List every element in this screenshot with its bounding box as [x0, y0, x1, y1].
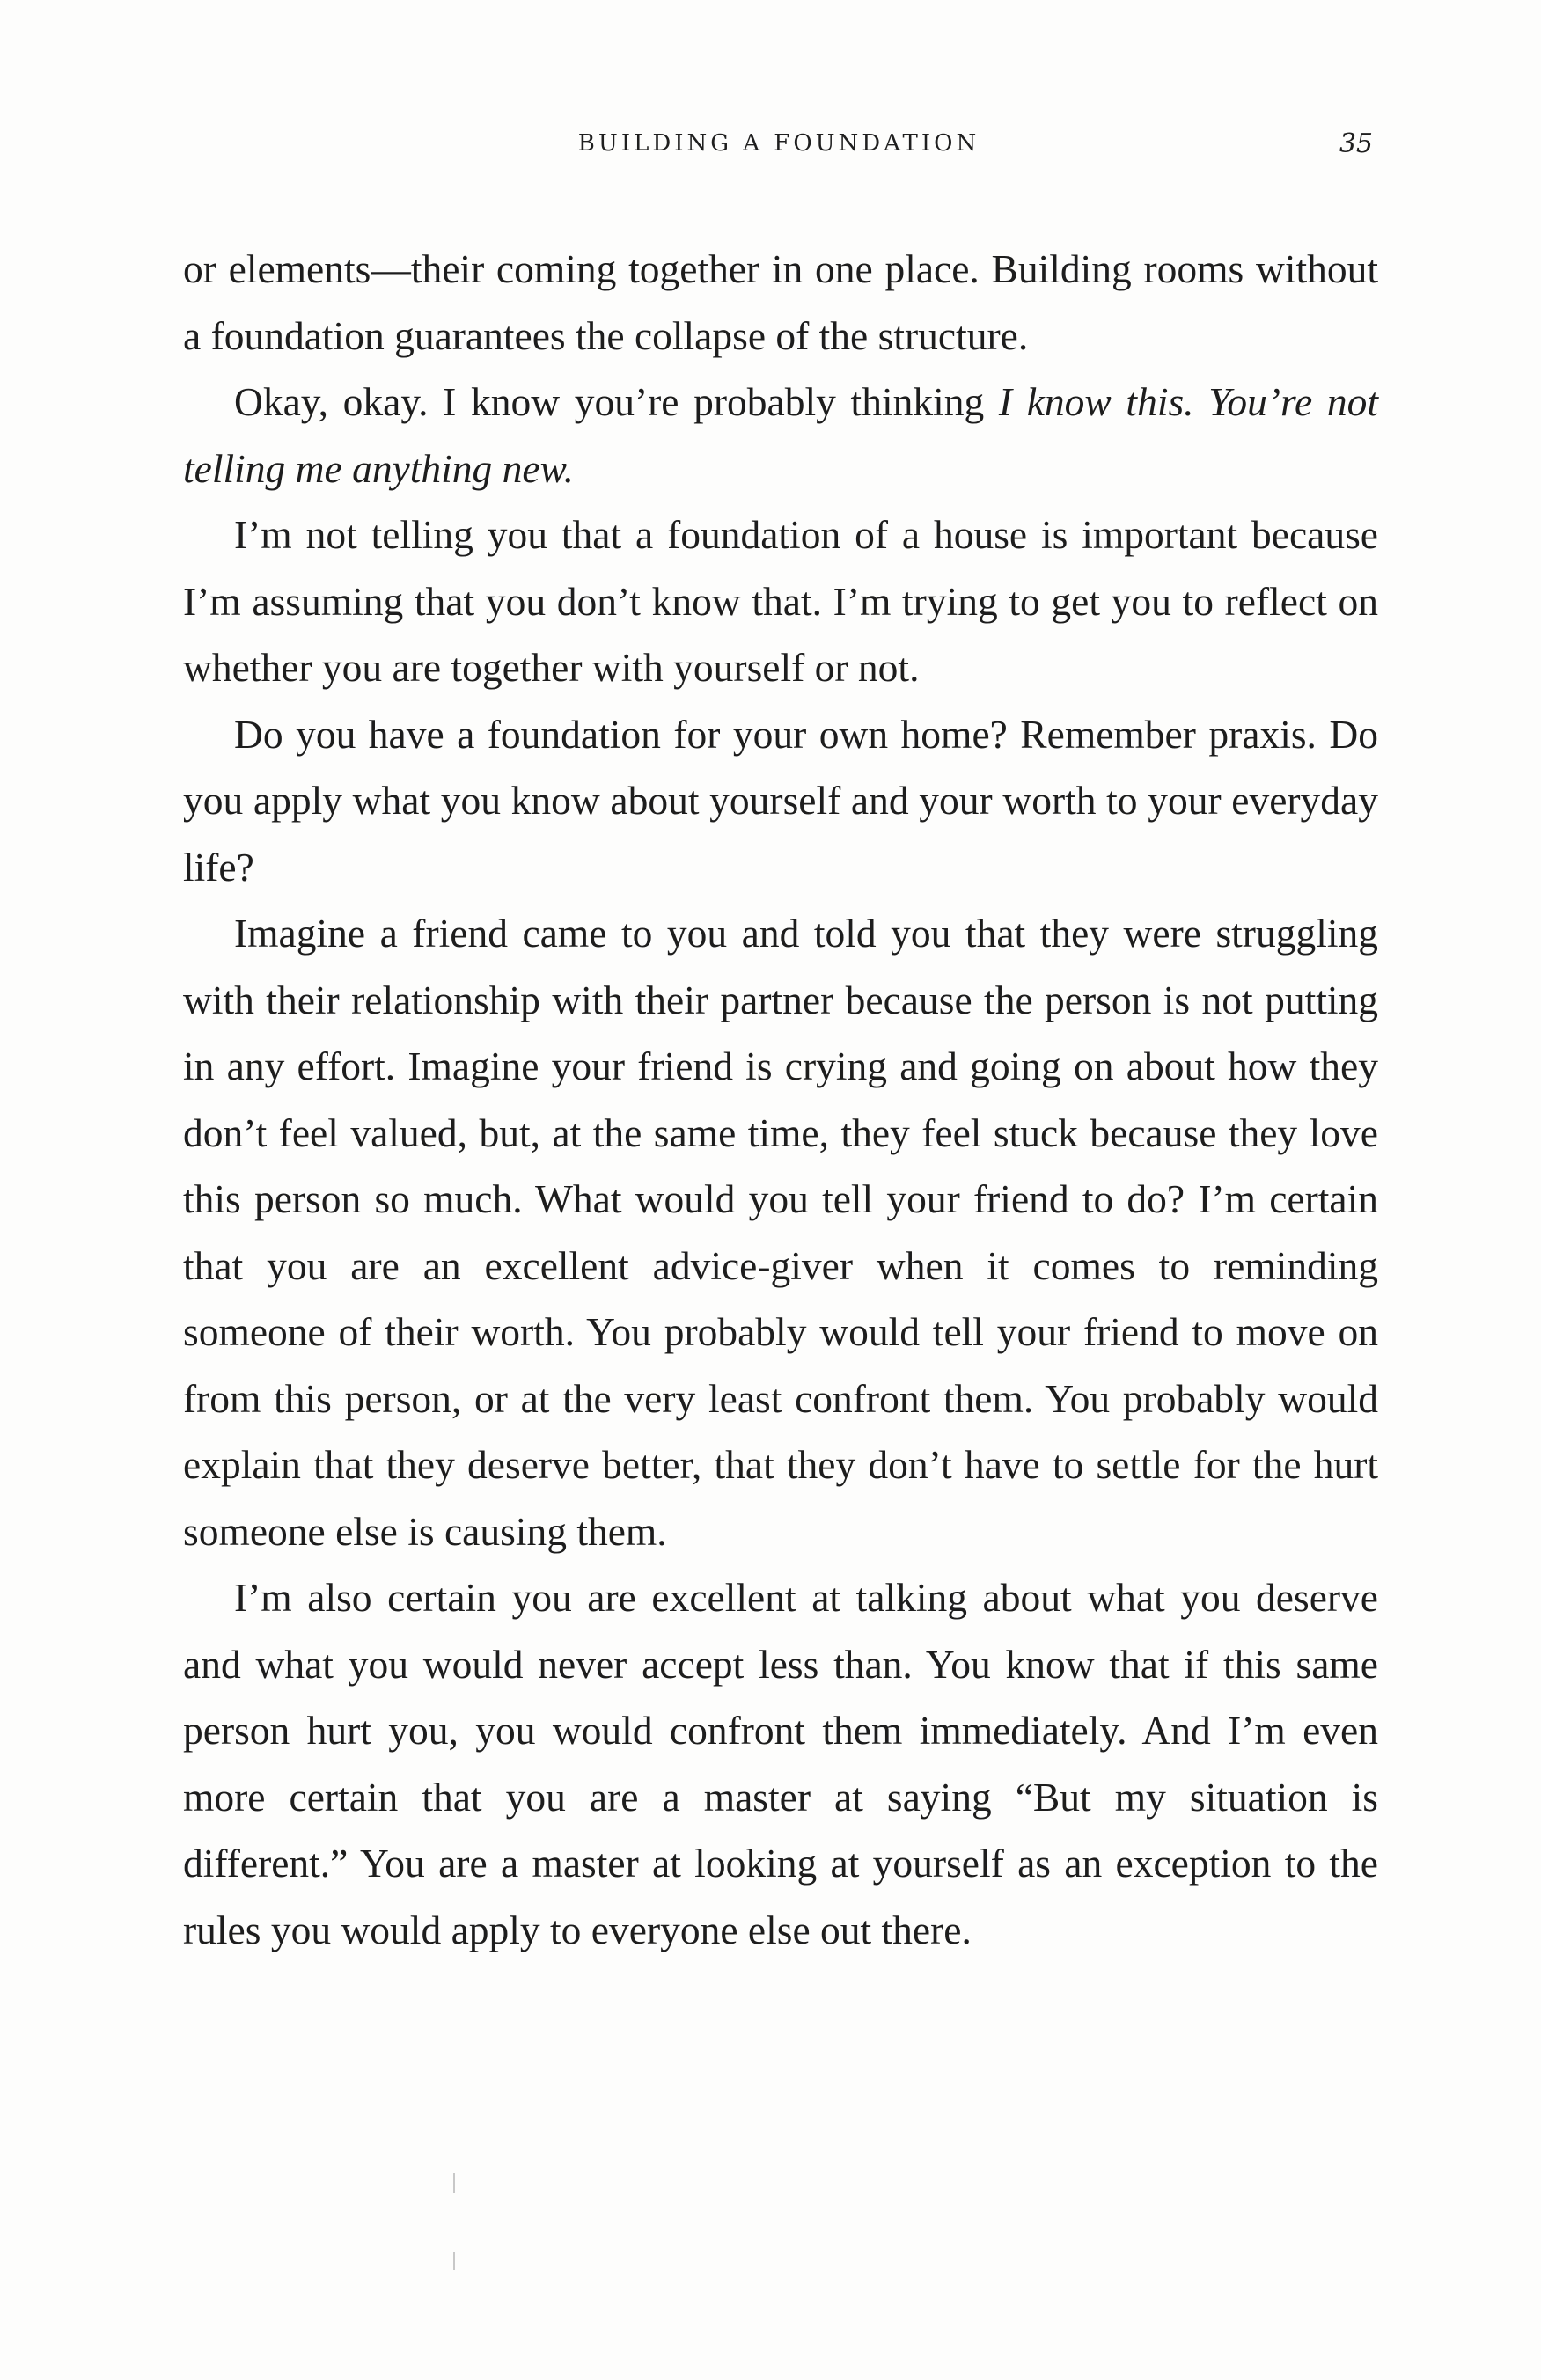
running-title: BUILDING A FOUNDATION: [577, 130, 980, 157]
paragraph-2: [183, 369, 1378, 502]
body-text: [183, 236, 1378, 1963]
paragraph-4: Do you have a foundation for your own home? Remember praxis. Do you apply what you know about yourself and your worth to your everyday life?: [183, 711, 1378, 890]
scan-speck: [453, 2252, 455, 2270]
paragraph-5: Imagine a friend came to you and told you that they were struggling with their relationship with their partner because the person is not putting in any effort. Imagine your friend is crying and going on about how they don’t feel valued, but, at the same time, they feel stuck because they love this person so much. What would you tell your friend to do? I’m certain that you are an excellent advice-giver when it comes to reminding someone of their worth. You probably would tell your friend to move on from this person, or at the very least confront them. You probably would explain that they deserve better, that they don’t have to settle for the hurt someone else is causing them.: [183, 911, 1378, 1554]
paragraph-1: or elements—their coming together in one place. Building rooms without a foundation guarantees the collapse of the structure.: [183, 246, 1378, 358]
page-number: 35: [1339, 128, 1373, 159]
paragraph-2-text: Okay, okay. I know you’re probably thinking: [234, 379, 999, 424]
scan-speck: [453, 2173, 455, 2193]
running-head: [185, 130, 1373, 165]
paragraph-2-italic-thought: I know this. You’re not telling me anything new.: [183, 379, 1378, 491]
paragraph-3: I’m not telling you that a foundation of a house is important because I’m assuming that you don’t know that. I’m trying to get you to reflect on whether you are together with yourself or not.: [183, 512, 1378, 690]
paragraph-6: I’m also certain you are excellent at talking about what you deserve and what you would never accept less than. You know that if this same person hurt you, you would confront them immediately. And I’m even more certain that you are a master at saying “But my situation is different.” You are a master at looking at yourself as an exception to the rules you would apply to everyone else out there.: [183, 1575, 1378, 1952]
